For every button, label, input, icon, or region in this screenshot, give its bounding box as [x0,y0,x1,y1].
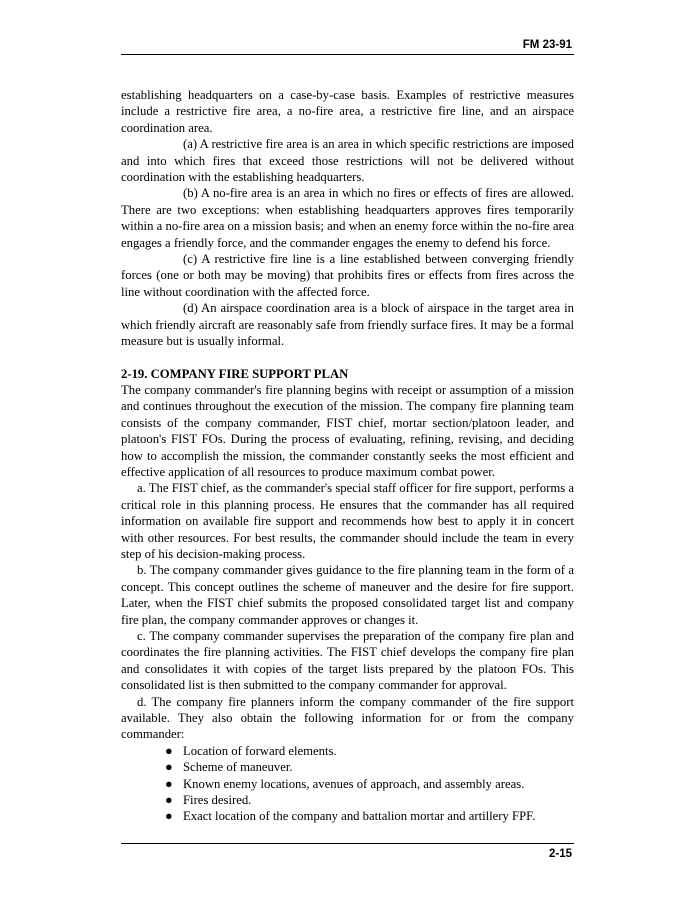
list-item [165,808,574,824]
paragraph-restrictive-fire-line: (c) A restrictive fire line is a line established between converging friendly forces (one or both may be moving) that prohibits fires or effects from fires across the line without coordination with the affected force. [121,252,574,299]
bullet-icon: ● [165,743,173,758]
list-item-text: Location of forward elements. [183,743,337,758]
paragraph-item-b: b. The company commander gives guidance to the fire planning team in the form of a concept. This concept outlines the scheme of maneuver and the desire for fire support. Later, when the FIST chief submits the proposed consolidated target list and company fire plan, the company commander approves or changes it. [121,563,574,627]
paragraph-airspace-coordination-area: (d) An airspace coordination area is a block of airspace in the target area in which friendly aircraft are reasonably safe from friendly surface fires. It may be a formal measure but is usually informal. [121,301,574,349]
section-heading: 2-19. COMPANY FIRE SUPPORT PLAN [121,366,349,381]
paragraph-intro: The company commander's fire planning begins with receipt or assumption of a mission and continues throughout the execution of the mission. The company fire planning team consists of the company commander, FIST chief, mortar section/platoon leader, and platoon's FIST FOs. During the process of evaluating, refining, revising, and deciding how to accomplish the mission, the commander constantly seeks the most efficient and effective application of all resources to produce maximum combat power. [121,382,574,479]
list-item-text: Exact location of the company and battalion mortar and artillery FPF. [183,809,536,824]
list-item [165,776,574,792]
paragraph-item-d: d. The company fire planners inform the company commander of the fire support available. They also obtain the following information for or from the company commander: [121,694,574,742]
footer-rule [121,843,574,844]
paragraph-restrictive-measures: establishing headquarters on a case-by-case basis. Examples of restrictive measures include a restrictive fire area, a no-fire area, a restrictive fire line, and an airspace coordination area. [121,88,574,135]
paragraph-item-a: a. The FIST chief, as the commander's special staff officer for fire support, performs a critical role in this planning process. He ensures that the commander has all required information on available fire support and recommends how best to apply it in concert with other resources. For best results, the commander should include the team in every step of his decision-making process. [121,481,574,561]
paragraph-restrictive-fire-area: (a) A restrictive fire area is an area in which specific restrictions are imposed and into which fires that exceed those restrictions will not be delivered without coordination with the establishing headquarters. [121,137,574,185]
bullet-icon: ● [165,760,173,775]
page-body [121,87,574,825]
list-item [165,792,574,808]
manual-id: FM 23-91 [522,39,572,51]
header-rule [121,54,574,55]
bullet-icon: ● [165,776,173,791]
list-item-text: Known enemy locations, avenues of approach, and assembly areas. [183,776,525,791]
paragraph-no-fire-area: (b) A no-fire area is an area in which no fires or effects of fires are allowed. There are two exceptions: when establishing headquarters approves fires temporarily within a no-fire area on a mission basis; and when an enemy force within the no-fire area engages a friendly force, and the commander engages the enemy to defend his force. [121,186,574,250]
bullet-icon: ● [165,809,173,824]
list-item [165,759,574,775]
section-gap [121,350,574,366]
page-number: 2-15 [548,848,572,860]
paragraph-item-c: c. The company commander supervises the preparation of the company fire plan and coordinates the fire planning activities. The FIST chief develops the company fire plan and consolidates it with copies of the target lists prepared by the platoon FOs. This consolidated list is then submitted to the company commander for approval. [121,629,574,693]
bullet-list [121,743,574,825]
bullet-icon: ● [165,793,173,808]
list-item-text: Fires desired. [183,793,252,808]
list-item [165,743,574,759]
list-item-text: Scheme of maneuver. [183,760,293,775]
